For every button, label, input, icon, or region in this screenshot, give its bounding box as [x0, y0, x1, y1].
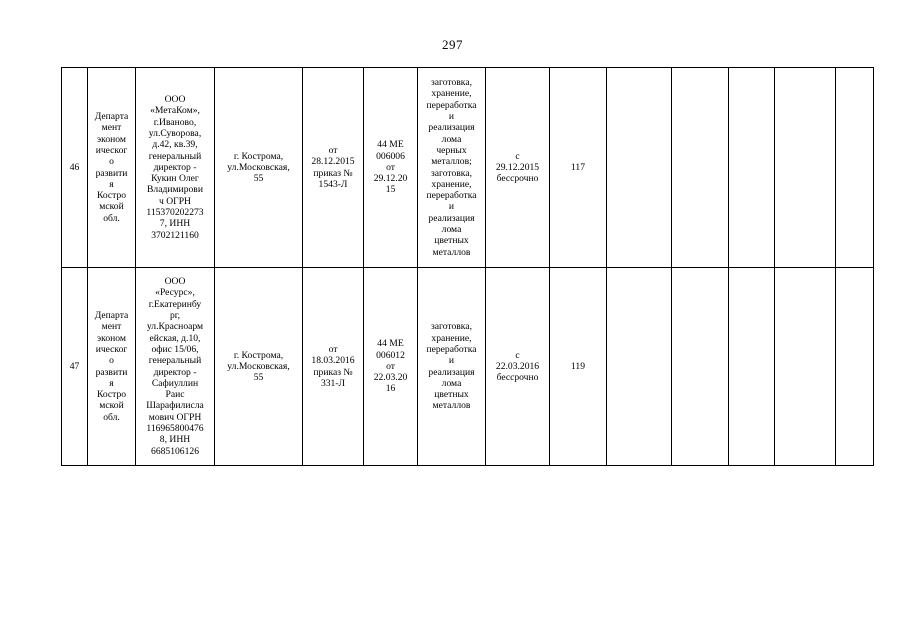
activity-cell: заготовка, хранение, переработка и реализация лома черных металлов; заготовка, хранение, переработка и реализация лома цветных металлов	[418, 68, 486, 268]
empty-cell	[775, 68, 836, 268]
row-number-cell: 47	[62, 268, 88, 466]
address-cell: г. Кострома, ул.Московская, 55	[215, 268, 303, 466]
authority-cell: Департа мент эконом ическог о развити я Костро мской обл.	[88, 268, 136, 466]
order-cell: от 28.12.2015 приказ № 1543-Л	[303, 68, 364, 268]
empty-cell	[672, 68, 729, 268]
empty-cell	[836, 268, 874, 466]
activity-cell: заготовка, хранение, переработка и реализация лома цветных металлов	[418, 268, 486, 466]
organization-cell: ООО «МетаКом», г.Иваново, ул.Суворова, д.42, кв.39, генеральный директор - Кукин Олег Владимирови ч ОГРН 115370202273 7, ИНН 3702121160	[136, 68, 215, 268]
empty-cell	[836, 68, 874, 268]
empty-cell	[607, 68, 672, 268]
code-cell: 119	[550, 268, 607, 466]
license-registry-table	[61, 67, 874, 466]
address-cell: г. Кострома, ул.Московская, 55	[215, 68, 303, 268]
authority-cell: Департа мент эконом ическог о развити я Костро мской обл.	[88, 68, 136, 268]
empty-cell	[775, 268, 836, 466]
empty-cell	[607, 268, 672, 466]
row-number-cell: 46	[62, 68, 88, 268]
page-number: 297	[442, 37, 463, 52]
order-cell: от 18.03.2016 приказ № 331-Л	[303, 268, 364, 466]
validity-cell: с 29.12.2015 бессрочно	[486, 68, 550, 268]
validity-cell: с 22.03.2016 бессрочно	[486, 268, 550, 466]
empty-cell	[729, 68, 775, 268]
code-cell: 117	[550, 68, 607, 268]
empty-cell	[672, 268, 729, 466]
table-row	[62, 68, 874, 268]
table-row	[62, 268, 874, 466]
license-number-cell: 44 МЕ 006006 от 29.12.20 15	[364, 68, 418, 268]
organization-cell: ООО «Ресурс», г.Екатеринбу рг, ул.Красноарм ейская, д.10, офис 15/06, генеральный директор - Сафиуллин Раис Шарафилисла мович ОГРН 116965800476 8, ИНН 6685106126	[136, 268, 215, 466]
license-number-cell: 44 МЕ 006012 от 22.03.20 16	[364, 268, 418, 466]
empty-cell	[729, 268, 775, 466]
